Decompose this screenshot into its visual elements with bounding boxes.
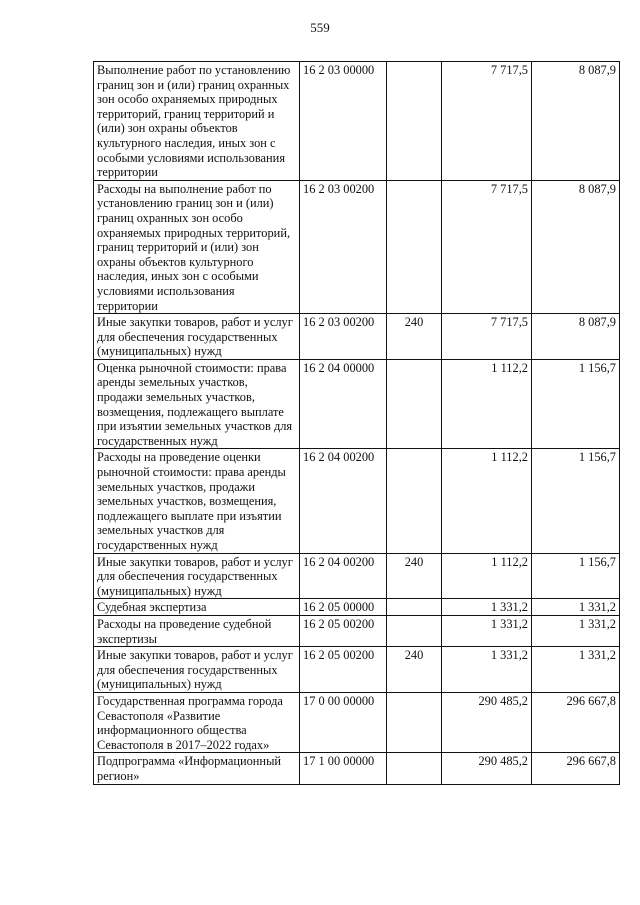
row-amount-year1: 290 485,2	[442, 753, 532, 784]
row-amount-year2: 8 087,9	[532, 62, 620, 181]
row-code: 16 2 04 00000	[300, 359, 387, 449]
row-amount-year2: 1 156,7	[532, 359, 620, 449]
row-name: Судебная экспертиза	[94, 599, 300, 616]
row-type	[387, 62, 442, 181]
row-amount-year1: 1 112,2	[442, 553, 532, 599]
row-code: 17 1 00 00000	[300, 753, 387, 784]
row-type	[387, 180, 442, 313]
row-amount-year1: 1 331,2	[442, 599, 532, 616]
table-row	[94, 359, 620, 449]
table-row	[94, 180, 620, 313]
row-amount-year2: 1 331,2	[532, 599, 620, 616]
row-amount-year1: 1 112,2	[442, 449, 532, 553]
row-amount-year2: 1 331,2	[532, 615, 620, 646]
page-number: 559	[310, 20, 330, 35]
row-name: Расходы на выполнение работ по установлению границ зон и (или) границ охранных зон особо охраняемых природных территорий, границ территорий и (или) зон охраны объектов культурного наследия, иных зон с особыми условиями использования территории	[94, 180, 300, 313]
row-code: 16 2 03 00200	[300, 180, 387, 313]
row-amount-year1: 1 331,2	[442, 615, 532, 646]
table-row	[94, 753, 620, 784]
row-type	[387, 615, 442, 646]
table-row	[94, 692, 620, 752]
row-code: 16 2 03 00200	[300, 314, 387, 360]
row-amount-year1: 1 112,2	[442, 359, 532, 449]
row-type: 240	[387, 553, 442, 599]
row-amount-year2: 296 667,8	[532, 692, 620, 752]
table-row	[94, 647, 620, 693]
row-name: Подпрограмма «Информационный регион»	[94, 753, 300, 784]
row-name: Выполнение работ по установлению границ зон и (или) границ охранных зон особо охраняемых природных территорий, границ территорий и (или) зон охраны объектов культурного наследия, иных зон с особыми условиями использования территории	[94, 62, 300, 181]
row-amount-year1: 1 331,2	[442, 647, 532, 693]
row-amount-year1: 7 717,5	[442, 314, 532, 360]
row-amount-year2: 1 331,2	[532, 647, 620, 693]
row-name: Расходы на проведение оценки рыночной стоимости: права аренды земельных участков, продажи земельных участков, возмещения, подлежащего выплате при изъятии земельных участков для государственных нужд	[94, 449, 300, 553]
budget-table	[93, 61, 620, 785]
row-code: 16 2 05 00200	[300, 647, 387, 693]
table-row	[94, 615, 620, 646]
row-type	[387, 359, 442, 449]
row-amount-year1: 7 717,5	[442, 180, 532, 313]
row-amount-year1: 290 485,2	[442, 692, 532, 752]
row-amount-year2: 296 667,8	[532, 753, 620, 784]
row-code: 16 2 04 00200	[300, 553, 387, 599]
row-amount-year2: 1 156,7	[532, 449, 620, 553]
row-name: Иные закупки товаров, работ и услуг для обеспечения государственных (муниципальных) нужд	[94, 314, 300, 360]
row-type	[387, 753, 442, 784]
row-code: 17 0 00 00000	[300, 692, 387, 752]
row-type: 240	[387, 314, 442, 360]
row-name: Иные закупки товаров, работ и услуг для обеспечения государственных (муниципальных) нужд	[94, 553, 300, 599]
row-type	[387, 599, 442, 616]
table-row	[94, 62, 620, 181]
row-type	[387, 692, 442, 752]
row-name: Расходы на проведение судебной экспертизы	[94, 615, 300, 646]
row-amount-year1: 7 717,5	[442, 62, 532, 181]
row-amount-year2: 1 156,7	[532, 553, 620, 599]
row-name: Оценка рыночной стоимости: права аренды земельных участков, продажи земельных участков, возмещения, подлежащего выплате при изъятии земельных участков для государственных нужд	[94, 359, 300, 449]
row-type: 240	[387, 647, 442, 693]
table-row	[94, 599, 620, 616]
row-type	[387, 449, 442, 553]
row-name: Иные закупки товаров, работ и услуг для обеспечения государственных (муниципальных) нужд	[94, 647, 300, 693]
row-code: 16 2 04 00200	[300, 449, 387, 553]
table-row	[94, 553, 620, 599]
table-row	[94, 314, 620, 360]
row-amount-year2: 8 087,9	[532, 314, 620, 360]
row-code: 16 2 05 00200	[300, 615, 387, 646]
table-row	[94, 449, 620, 553]
row-name: Государственная программа города Севастополя «Развитие информационного общества Севастополя в 2017–2022 годах»	[94, 692, 300, 752]
row-amount-year2: 8 087,9	[532, 180, 620, 313]
row-code: 16 2 05 00000	[300, 599, 387, 616]
row-code: 16 2 03 00000	[300, 62, 387, 181]
